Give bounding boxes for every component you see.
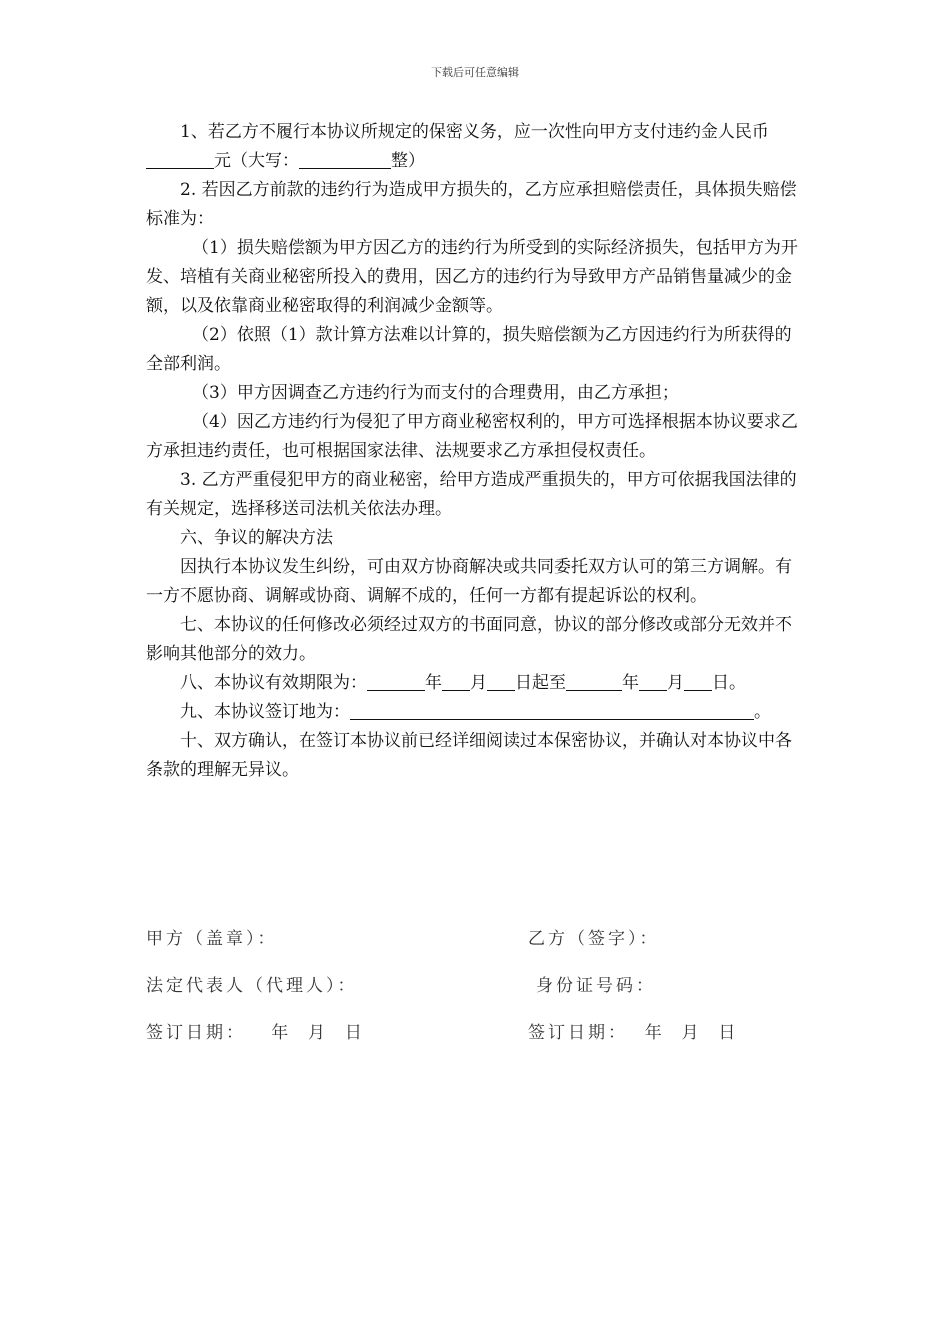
legal-representative-label: 法定代表人（代理人）： [146, 976, 358, 996]
section-6-title: 六、争议的解决方法 [180, 528, 333, 548]
section-7: 七、本协议的任何修改必须经过双方的书面同意，协议的部分修改或部分无效并不影响其他部分的效力。 [146, 615, 792, 664]
id-number-label: 身份证号码： [536, 976, 656, 996]
clause-3: 3. 乙方严重侵犯甲方的商业秘密，给甲方造成严重损失的，甲方可依据我国法律的有关规定，选择移送司法机关依法办理。 [146, 470, 797, 519]
party-b-signature-label: 乙方（签字）： [528, 929, 660, 949]
clause-1 [146, 118, 806, 176]
start-month-label: 月 [470, 673, 487, 693]
start-month-blank[interactable] [442, 672, 470, 691]
clause-2-4: （4）因乙方违约行为侵犯了甲方商业秘密权利的，甲方可选择根据本协议要求乙方承担违约责任，也可根据国家法律、法规要求乙方承担侵权责任。 [146, 412, 798, 461]
section-9 [146, 698, 806, 727]
end-year-blank[interactable] [566, 672, 622, 691]
signing-place-blank[interactable] [350, 701, 754, 720]
clause-2-2: （2）依照（1）款计算方法难以计算的，损失赔偿额为乙方因违约行为所获得的全部利润。 [146, 325, 792, 374]
agreement-body [146, 118, 806, 785]
clause-2-1: （1）损失赔偿额为甲方因乙方的违约行为所受到的实际经济损失，包括甲方为开发、培植有关商业秘密所投入的费用，因乙方的违约行为导致甲方产品销售量减少的金额，以及依靠商业秘密取得的利润减少金额等。 [146, 238, 798, 316]
section-8-from: 日起至 [515, 673, 566, 693]
section-6-body: 因执行本协议发生纠纷，可由双方协商解决或共同委托双方认可的第三方调解。有一方不愿协商、调解或协商、调解不成的，任何一方都有提起诉讼的权利。 [146, 557, 792, 606]
penalty-capital-blank[interactable] [299, 150, 391, 169]
penalty-amount-blank[interactable] [146, 150, 214, 169]
clause-2-3: （3）甲方因调查乙方违约行为而支付的合理费用，由乙方承担； [192, 383, 679, 403]
end-month-label: 月 [667, 673, 684, 693]
clause-2: 2. 若因乙方前款的违约行为造成甲方损失的，乙方应承担赔偿责任，具体损失赔偿标准为： [146, 180, 797, 229]
start-day-blank[interactable] [487, 672, 515, 691]
clause-1-end: 整） [391, 151, 425, 171]
section-10: 十、双方确认，在签订本协议前已经详细阅读过本保密协议，并确认对本协议中各条款的理解无异议。 [146, 731, 792, 780]
section-9-label: 九、本协议签订地为： [180, 702, 350, 722]
end-year-label: 年 [622, 673, 639, 693]
clause-1-capital-label: 元（大写： [214, 151, 299, 171]
start-year-label: 年 [425, 673, 442, 693]
section-8 [146, 669, 806, 698]
party-a-date-label: 签订日期： 年 月 日 [146, 1023, 365, 1043]
section-8-label: 八、本协议有效期限为： [180, 673, 367, 693]
party-b-date-label: 签订日期： 年 月 日 [528, 1023, 739, 1043]
start-year-blank[interactable] [367, 672, 425, 691]
clause-1-text: 1、若乙方不履行本协议所规定的保密义务，应一次性向甲方支付违约金人民币 [180, 122, 769, 142]
section-9-end: 。 [754, 702, 771, 722]
party-a-seal-label: 甲方（盖章）： [146, 929, 278, 949]
section-8-end: 日。 [712, 673, 746, 693]
page-header-note: 下载后可任意编辑 [431, 66, 519, 79]
end-day-blank[interactable] [684, 672, 712, 691]
end-month-blank[interactable] [639, 672, 667, 691]
